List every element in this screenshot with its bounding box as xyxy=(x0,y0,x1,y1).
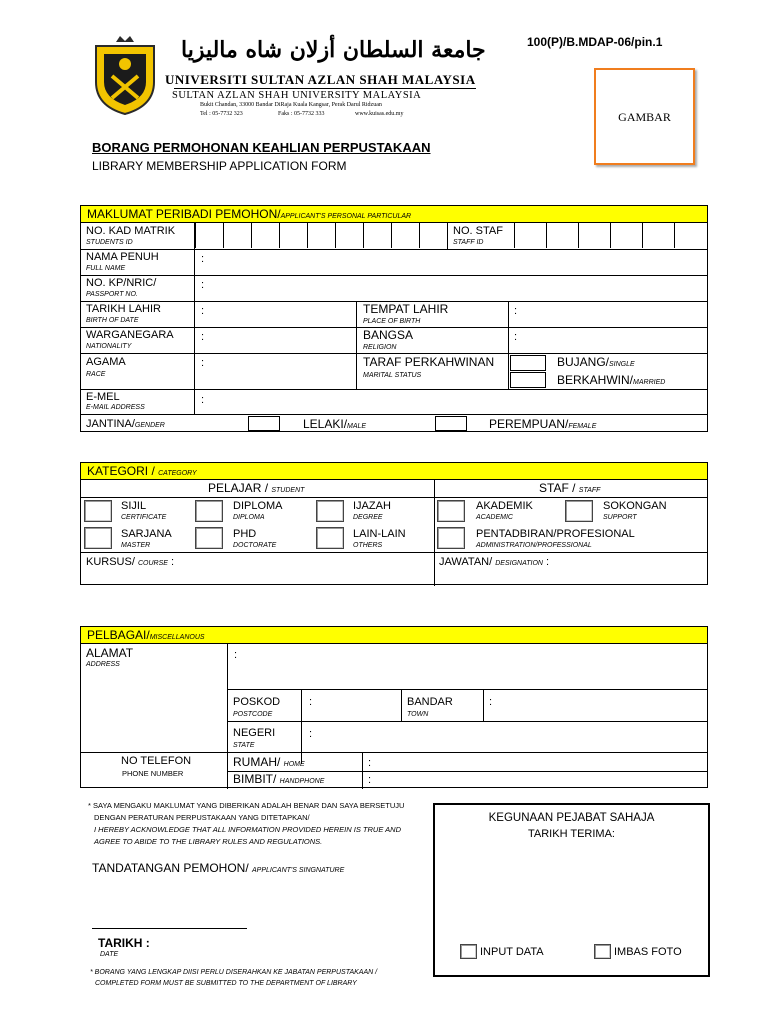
sarjana-label: SARJANA xyxy=(121,528,172,540)
category-header-label-en: CATEGORY xyxy=(158,470,197,477)
tempat-lahir-label-en: PLACE OF BIRTH xyxy=(363,318,421,325)
taraf-label-en: MARITAL STATUS xyxy=(363,372,422,379)
bimbit-colon: : xyxy=(368,774,372,786)
imbas-foto-checkbox[interactable] xyxy=(594,944,611,959)
akademik-label: AKADEMIK xyxy=(476,500,533,512)
lain-lain-checkbox[interactable] xyxy=(316,527,344,549)
bangsa-field[interactable] xyxy=(524,330,704,348)
submission-note-1: * BORANG YANG LENGKAP DIISI PERLU DISERAHKAN KE JABATAN PERPUSTAKAAN / xyxy=(90,969,378,976)
photo-label: GAMBAR xyxy=(618,110,671,124)
sarjana-checkbox[interactable] xyxy=(84,527,112,549)
imbas-foto-label: IMBAS FOTO xyxy=(614,946,682,958)
jawatan-colon: : xyxy=(542,556,550,568)
kursus-label-en: COURSE xyxy=(137,560,168,567)
bandar-field[interactable] xyxy=(499,695,699,713)
university-address: Bukit Chandan, 33000 Bandar DiRaja Kuala Kangsar, Perak Darul Ridzuan xyxy=(200,102,382,108)
emel-field[interactable] xyxy=(211,393,701,411)
diploma-checkbox[interactable] xyxy=(195,500,223,522)
office-use-title: KEGUNAAN PEJABAT SAHAJA xyxy=(488,812,655,824)
telefon-label-en: PHONE NUMBER xyxy=(122,769,184,778)
tarikh-label: TARIKH : xyxy=(98,936,150,950)
kp-label: NO. KP/NRIC/ xyxy=(86,277,157,289)
negeri-label: NEGERI xyxy=(233,727,276,739)
matrik-label: NO. KAD MATRIK xyxy=(86,225,176,237)
form-subtitle: LIBRARY MEMBERSHIP APPLICATION FORM xyxy=(92,159,347,173)
ijazah-label: IJAZAH xyxy=(353,500,391,512)
jawatan-label: JAWATAN/ xyxy=(439,556,496,568)
pelajar-label: PELAJAR / xyxy=(208,481,272,495)
pentadbiran-label-en: ADMINISTRATION/PROFESSIONAL xyxy=(476,542,592,549)
nama-label: NAMA PENUH xyxy=(86,251,159,263)
alamat-field[interactable] xyxy=(244,647,704,687)
tarikh-lahir-colon: : xyxy=(201,305,205,317)
akademik-checkbox[interactable] xyxy=(437,500,465,522)
ijazah-checkbox[interactable] xyxy=(316,500,344,522)
emel-label: E-MEL xyxy=(86,391,120,403)
tarikh-terima-label: TARIKH TERIMA: xyxy=(528,828,615,840)
jantina-label: JANTINA/ xyxy=(86,418,135,430)
bangsa-label-en: RELIGION xyxy=(363,344,397,351)
berkahwin-label-en: MARRIED xyxy=(633,379,666,386)
phd-checkbox[interactable] xyxy=(195,527,223,549)
warganegara-field[interactable] xyxy=(211,330,351,348)
negeri-colon: : xyxy=(309,728,313,740)
bujang-label: BUJANG/ xyxy=(557,355,610,369)
poskod-field[interactable] xyxy=(319,695,399,713)
input-data-label: INPUT DATA xyxy=(480,946,544,958)
poskod-label: POSKOD xyxy=(233,696,281,708)
agama-label: AGAMA xyxy=(86,356,126,368)
bujang-label-en: SINGLE xyxy=(609,361,635,368)
sijil-label-en: CERTIFICATE xyxy=(121,514,167,521)
kp-label-en: PASSPORT NO. xyxy=(86,291,138,298)
berkahwin-checkbox[interactable] xyxy=(510,372,546,388)
pelajar-label-en: STUDENT xyxy=(271,487,305,494)
bandar-colon: : xyxy=(489,696,493,708)
pentadbiran-checkbox[interactable] xyxy=(437,527,465,549)
tarikh-lahir-label-en: BIRTH OF DATE xyxy=(86,317,139,324)
university-logo-icon xyxy=(90,36,160,116)
agama-label-en: RACE xyxy=(86,371,106,378)
tarikh-lahir-label: TARIKH LAHIR xyxy=(86,303,161,315)
lelaki-checkbox[interactable] xyxy=(248,416,280,431)
photo-box[interactable] xyxy=(594,68,695,165)
emel-colon: : xyxy=(201,394,205,406)
bimbit-label: BIMBIT/ xyxy=(233,772,280,786)
diploma-label-en: DIPLOMA xyxy=(233,514,265,521)
form-title: BORANG PERMOHONAN KEAHLIAN PERPUSTAKAAN xyxy=(92,140,431,155)
declaration-line-1: * SAYA MENGAKU MAKLUMAT YANG DIBERIKAN ADALAH BENAR DAN SAYA BERSETUJU xyxy=(88,801,405,810)
diploma-label: DIPLOMA xyxy=(233,500,283,512)
personal-section-header xyxy=(81,206,707,223)
staf-label-en: STAFF ID xyxy=(453,239,484,246)
lain-lain-label-en: OTHERS xyxy=(353,542,383,549)
category-section xyxy=(80,462,708,585)
berkahwin-label: BERKAHWIN/ xyxy=(557,373,634,387)
declaration-line-3: I HEREBY ACKNOWLEDGE THAT ALL INFORMATION PROVIDED HEREIN IS TRUE AND xyxy=(94,825,401,834)
akademik-label-en: ACADEMIC xyxy=(476,514,513,521)
bimbit-label-en: HANDPHONE xyxy=(279,778,325,785)
misc-header-label: PELBAGAI/ xyxy=(87,628,150,642)
personal-header-label-en: APPLICANT'S PERSONAL PARTICULAR xyxy=(280,213,412,220)
lelaki-label: LELAKI/ xyxy=(303,417,348,431)
negeri-field[interactable] xyxy=(319,727,699,745)
phd-label: PHD xyxy=(233,528,257,540)
bandar-label: BANDAR xyxy=(407,696,453,708)
kursus-colon: : xyxy=(167,556,175,568)
staf-input-boxes[interactable] xyxy=(514,223,709,249)
misc-section-header xyxy=(81,627,707,644)
poskod-label-en: POSTCODE xyxy=(233,711,273,718)
matrik-label-en: STUDENTS ID xyxy=(86,239,133,246)
category-section-header xyxy=(81,463,707,480)
agama-colon: : xyxy=(201,357,205,369)
warganegara-label-en: NATIONALITY xyxy=(86,343,132,350)
misc-header-label-en: MISCELLANOUS xyxy=(149,634,205,641)
perempuan-label-en: FEMALE xyxy=(568,423,597,430)
nama-label-en: FULL NAME xyxy=(86,265,126,272)
warganegara-label: WARGANEGARA xyxy=(86,329,174,341)
alamat-label: ALAMAT xyxy=(86,646,134,660)
negeri-label-en: STATE xyxy=(233,742,255,749)
sarjana-label-en: MASTER xyxy=(121,542,151,549)
perempuan-checkbox[interactable] xyxy=(435,416,467,431)
kp-field[interactable] xyxy=(211,278,701,296)
university-website: www.kuisas.edu.my xyxy=(355,111,404,117)
lain-lain-label: LAIN-LAIN xyxy=(353,528,406,540)
office-use-box xyxy=(433,803,710,977)
bangsa-label: BANGSA xyxy=(363,328,414,342)
input-data-checkbox[interactable] xyxy=(460,944,477,959)
staf-category-label-en: STAFF xyxy=(578,487,601,494)
alamat-colon: : xyxy=(234,649,238,661)
kp-colon: : xyxy=(201,279,205,291)
taraf-label: TARAF PERKAHWINAN xyxy=(363,355,495,369)
signature-label: TANDATANGAN PEMOHON/ xyxy=(92,861,253,875)
sokongan-label: SOKONGAN xyxy=(603,500,667,512)
bandar-label-en: TOWN xyxy=(407,711,429,718)
tempat-lahir-colon: : xyxy=(514,305,518,317)
document-code: 100(P)/B.MDAP-06/pin.1 xyxy=(527,35,663,49)
ijazah-label-en: DEGREE xyxy=(353,514,383,521)
university-name-my: UNIVERSITI SULTAN AZLAN SHAH MALAYSIA xyxy=(165,72,476,87)
misc-section xyxy=(80,626,708,788)
university-arabic-name: جامعة السلطان أزلان شاه ماليزيا xyxy=(181,37,486,63)
warganegara-colon: : xyxy=(201,331,205,343)
staf-category-label: STAF / xyxy=(539,481,579,495)
tarikh-label-en: DATE xyxy=(100,951,119,958)
kursus-label: KURSUS/ xyxy=(86,556,138,568)
staf-label: NO. STAF xyxy=(453,225,503,237)
sijil-label: SIJIL xyxy=(121,500,147,512)
emel-label-en: E-MAIL ADDRESS xyxy=(86,404,145,411)
bimbit-field[interactable] xyxy=(378,772,698,788)
poskod-colon: : xyxy=(309,696,313,708)
pentadbiran-label: PENTADBIRAN/PROFESIONAL xyxy=(476,528,635,540)
perempuan-label: PEREMPUAN/ xyxy=(489,417,569,431)
sijil-checkbox[interactable] xyxy=(84,500,112,522)
university-tel: Tel : 05-7732 323 xyxy=(200,111,243,117)
rumah-colon: : xyxy=(368,757,372,769)
jawatan-label-en: DESIGNATION xyxy=(495,560,543,567)
lelaki-label-en: MALE xyxy=(347,423,367,430)
nama-colon: : xyxy=(201,253,205,265)
bangsa-colon: : xyxy=(514,331,518,343)
matrik-input-boxes[interactable] xyxy=(195,223,447,249)
signature-label-en: APPLICANT'S SINGNATURE xyxy=(252,867,345,874)
declaration-line-2: DENGAN PERATURAN PERPUSTAKAAN YANG DITETAPKAN/ xyxy=(94,813,310,822)
jantina-label-en: GENDER xyxy=(134,422,165,429)
category-header-label: KATEGORI / xyxy=(87,464,159,478)
rumah-label: RUMAH/ xyxy=(233,755,284,769)
rumah-field[interactable] xyxy=(378,755,698,771)
declaration-line-4: AGREE TO ABIDE TO THE LIBRARY RULES AND REGULATIONS. xyxy=(94,837,323,846)
university-fax: Faks : 05-7732 333 xyxy=(278,111,325,117)
telefon-label: NO TELEFON xyxy=(121,755,192,767)
tarikh-lahir-field[interactable] xyxy=(211,304,351,322)
personal-section xyxy=(80,205,708,432)
university-name-en: SULTAN AZLAN SHAH UNIVERSITY MALAYSIA xyxy=(172,90,422,101)
sokongan-label-en: SUPPORT xyxy=(603,514,637,521)
tempat-lahir-label: TEMPAT LAHIR xyxy=(363,302,449,316)
rumah-label-en: HOME xyxy=(283,761,305,768)
tempat-lahir-field[interactable] xyxy=(524,304,704,322)
bujang-checkbox[interactable] xyxy=(510,355,546,371)
jawatan-field[interactable] xyxy=(571,555,703,573)
alamat-label-en: ADDRESS xyxy=(86,661,120,668)
signature-line[interactable] xyxy=(92,928,247,929)
phd-label-en: DOCTORATE xyxy=(233,542,277,549)
submission-note-2: COMPLETED FORM MUST BE SUBMITTED TO THE DEPARTMENT OF LIBRARY xyxy=(95,980,357,987)
agama-field[interactable] xyxy=(211,356,351,374)
sokongan-checkbox[interactable] xyxy=(565,500,593,522)
kursus-field[interactable] xyxy=(191,555,427,573)
nama-field[interactable] xyxy=(211,252,701,270)
personal-header-label: MAKLUMAT PERIBADI PEMOHON/ xyxy=(87,207,281,221)
